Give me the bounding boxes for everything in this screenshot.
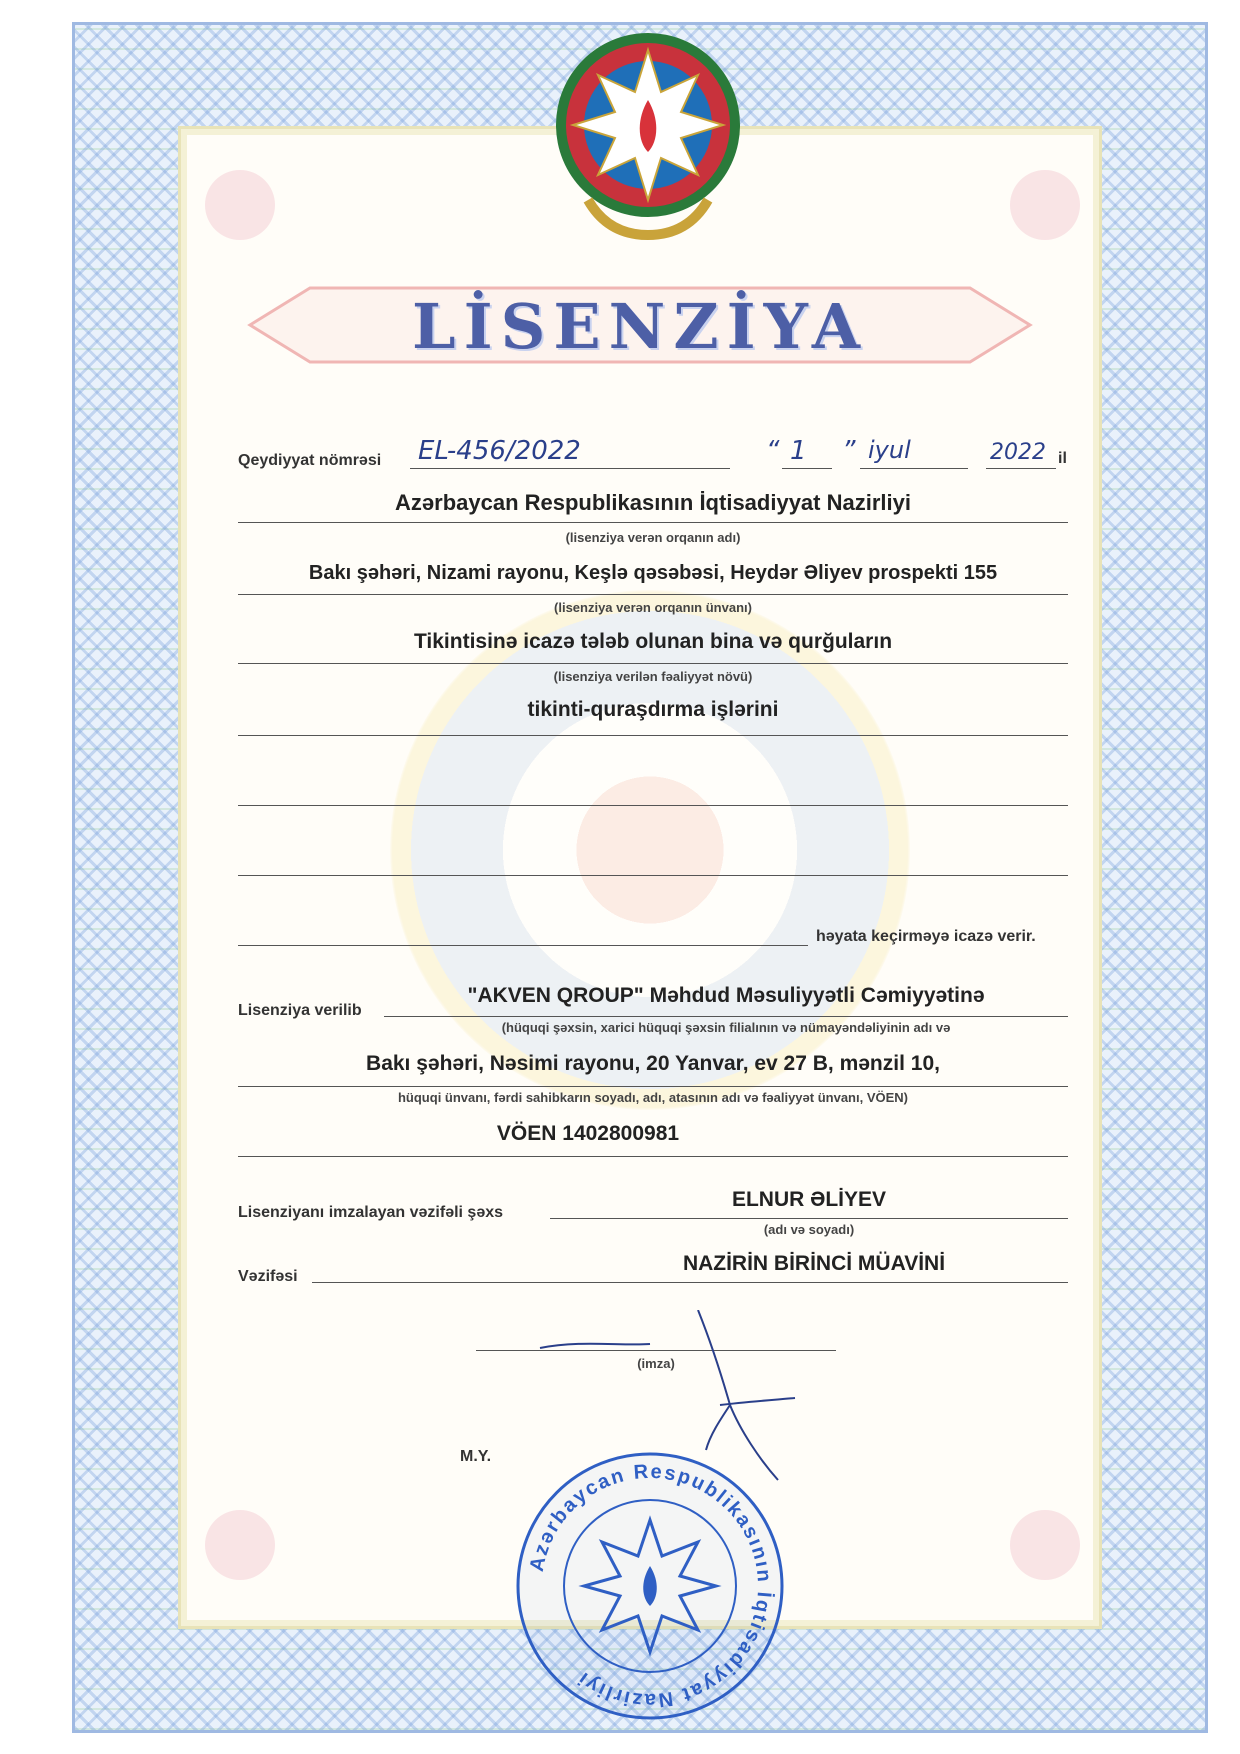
issuer-name: Azərbaycan Respublikasının İqtisadiyyat Nazirliyi <box>395 490 911 515</box>
signature-caption: (imza) <box>637 1356 675 1371</box>
licensee-caption-2: hüquqi ünvanı, fərdi sahibkarın soyadı, adı, atasının adı və fəaliyyət ünvanı, VÖEN) <box>397 1090 908 1105</box>
registration-day: 1 <box>790 436 807 466</box>
position-label: Vəzifəsi <box>238 1268 298 1285</box>
activity-type-line <box>238 663 1068 664</box>
blank-line-2 <box>238 875 1068 876</box>
registration-year: 2022 <box>990 440 1046 465</box>
ornament-top-left <box>205 170 275 240</box>
issuer-address-line <box>238 594 1068 595</box>
official-stamp <box>512 1448 788 1724</box>
voen-line <box>238 1156 1068 1157</box>
month-line <box>860 468 968 469</box>
licensee-name-line <box>384 1016 1068 1017</box>
licensee-name: "AKVEN QROUP" Məhdud Məsuliyyətli Cəmiyyətinə <box>467 984 985 1007</box>
ornament-bottom-right <box>1010 1510 1080 1580</box>
quote-close: ” <box>842 436 856 466</box>
registration-month: iyul <box>868 436 911 464</box>
registration-label: Qeydiyyat nömrəsi <box>238 452 382 469</box>
quote-open: “ <box>766 436 780 466</box>
title-banner <box>230 280 1050 370</box>
activity-type: Tikintisinə icazə tələb olunan bina və qurğuların <box>413 630 893 653</box>
stamp-text: Azərbaycan Respublikasının İqtisadiyyat Nazirliyi <box>525 1460 776 1712</box>
licensee-address-line <box>238 1086 1068 1087</box>
document-title: LİSENZİYA <box>412 290 868 363</box>
issuer-name-caption: (lisenziya verən orqanın adı) <box>565 530 741 545</box>
ornament-bottom-left <box>205 1510 275 1580</box>
issuer-address: Bakı şəhəri, Nizami rayonu, Keşlə qəsəbəsi, Heydər Əliyev prospekti 155 <box>308 562 998 584</box>
licensee-caption-1: (hüquqi şəxsin, xarici hüquqi şəxsin filialının və nümayəndəliyinin adı və <box>501 1020 951 1035</box>
signatory-position: NAZİRİN BİRİNCİ MÜAVİNİ <box>682 1252 946 1275</box>
blank-line-1 <box>238 805 1068 806</box>
activity-detail: tikinti-quraşdırma işlərini <box>527 698 779 721</box>
signatory-name-line <box>550 1218 1068 1219</box>
state-emblem <box>548 30 748 240</box>
stamp-label: M.Y. <box>460 1448 492 1465</box>
licensee-label: Lisenziya verilib <box>238 1002 362 1019</box>
permission-text: həyata keçirməyə icazə verir. <box>816 928 1036 945</box>
licensee-voen: VÖEN 1402800981 <box>496 1122 680 1145</box>
year-line <box>986 468 1056 469</box>
day-line <box>782 468 832 469</box>
blank-line-3 <box>238 945 808 946</box>
registration-number-line <box>410 468 730 469</box>
licensee-address: Bakı şəhəri, Nəsimi rayonu, 20 Yanvar, ev 27 B, mənzil 10, <box>366 1052 940 1075</box>
ornament-top-right <box>1010 170 1080 240</box>
position-line <box>312 1282 1068 1283</box>
year-suffix: il <box>1058 450 1067 467</box>
signatory-name-caption: (adı və soyadı) <box>763 1222 855 1237</box>
issuer-address-caption: (lisenziya verən orqanın ünvanı) <box>554 600 752 615</box>
issuer-name-line <box>238 522 1068 523</box>
registration-number: EL-456/2022 <box>418 436 581 466</box>
activity-type-caption: (lisenziya verilən fəaliyyət növü) <box>553 669 753 684</box>
signatory-label: Lisenziyanı imzalayan vəzifəli şəxs <box>238 1204 504 1221</box>
signatory-name: ELNUR ƏLİYEV <box>731 1188 887 1211</box>
activity-detail-line <box>238 735 1068 736</box>
